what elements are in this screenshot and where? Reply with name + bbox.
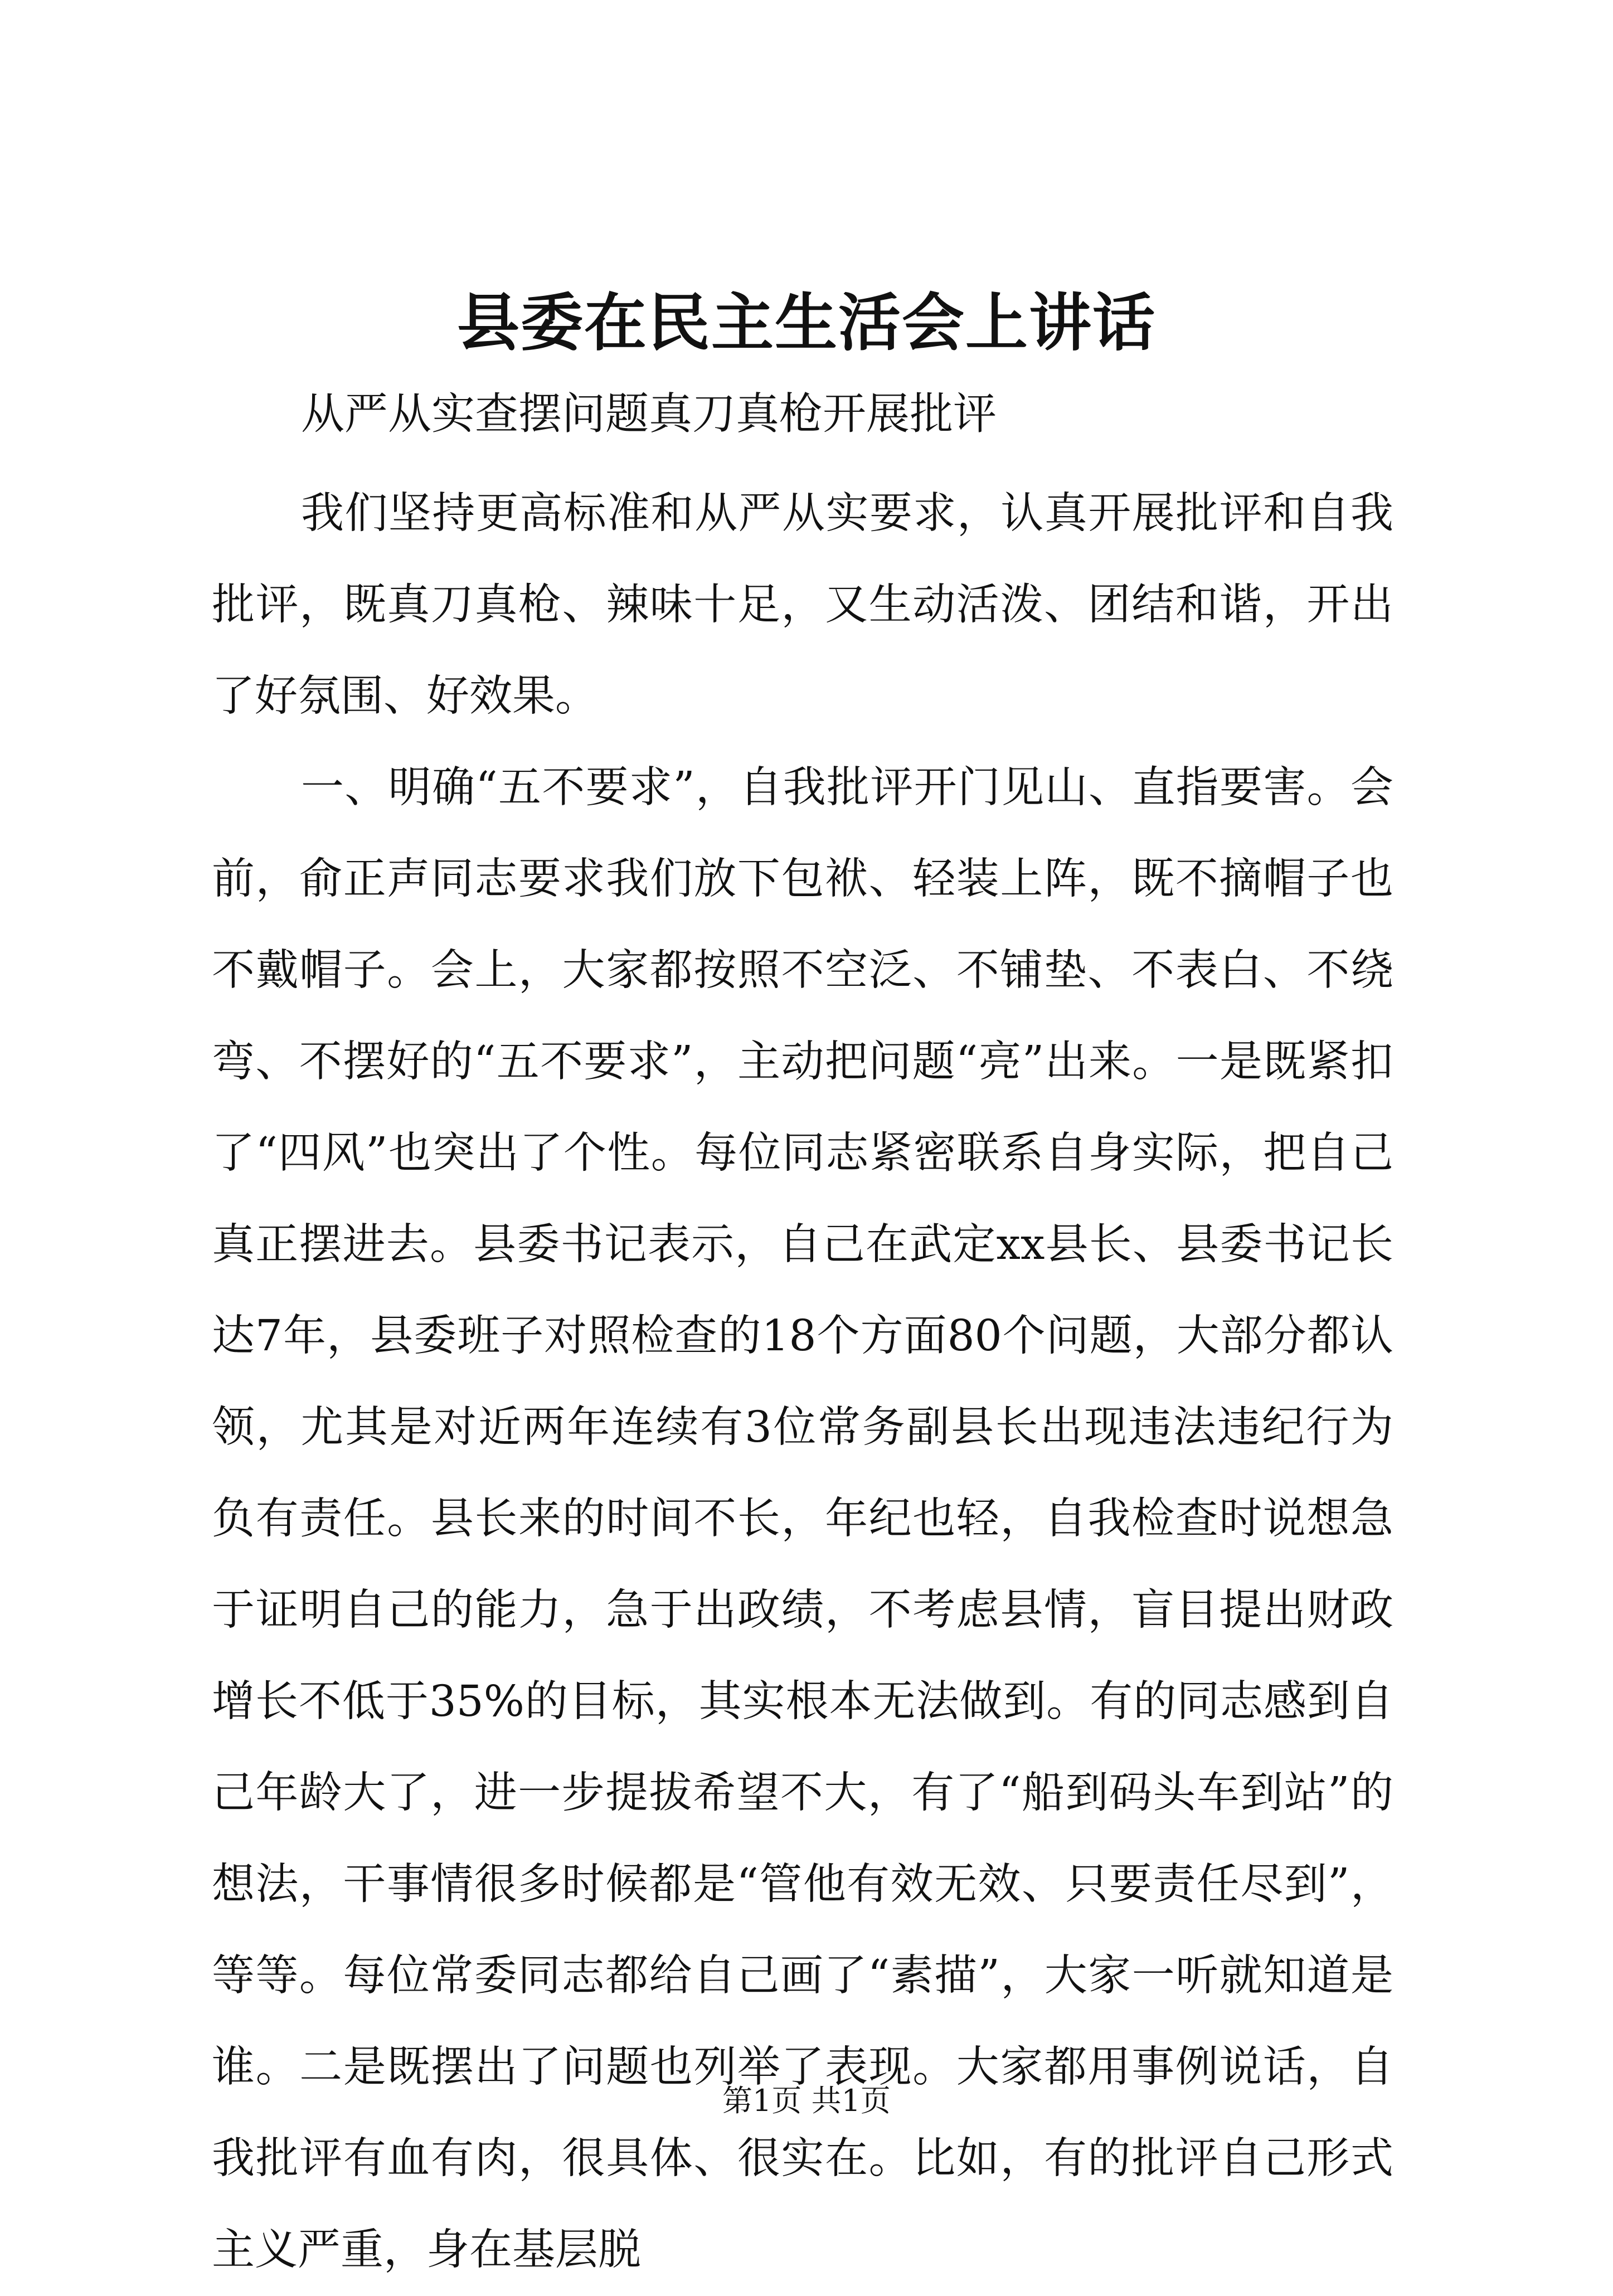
body-paragraph-2: 一、明确“五不要求”，自我批评开门见山、直指要害。会前，俞正声同志要求我们放下包袱、轻装上阵，既不摘帽子也不戴帽子。会上，大家都按照不空泛、不铺垫、不表白、不绕弯、不摆好的“五不要求”，主动把问题“亮”出来。一是既紧扣了“四风”也突出了个性。每位同志紧密联系自身实际，把自己真正摆进去。县委书记表示，自己在武定xx县长、县委书记长达7年，县委班子对照检查的18个方面80个问题，大部分都认领，尤其是对近两年连续有3位常务副县长出现违法违纪行为负有责任。县长来的时间不长，年纪也轻，自我检查时说想急于证明自己的能力，急于出政绩，不考虑县情，盲目提出财政增长不低于35%的目标，其实根本无法做到。有的同志感到自己年龄大了，进一步提拔希望不大，有了“船到码头车到站”的想法，干事情很多时候都是“管他有效无效、只要责任尽到”，等等。每位常委同志都给自己画了“素描”，大家一听就知道是谁。二是既摆出了问题也列举了表现。大家都用事例说话，自我批评有血有肉，很具体、很实在。比如，有的批评自己形式主义严重，身在基层脱: [212, 763, 1393, 2275]
document-title: 县委在民主生活会上讲话: [457, 286, 1156, 359]
document-body: [212, 468, 1393, 2296]
body-paragraph-1: 我们坚持更高标准和从严从实要求，认真开展批评和自我批评，既真刀真枪、辣味十足，又生动活泼、团结和谐，开出了好氛围、好效果。: [212, 489, 1393, 721]
page-footer: 第1页 共1页: [722, 2083, 891, 2118]
document-subtitle: 从严从实查摆问题真刀真枪开展批评: [301, 389, 997, 439]
